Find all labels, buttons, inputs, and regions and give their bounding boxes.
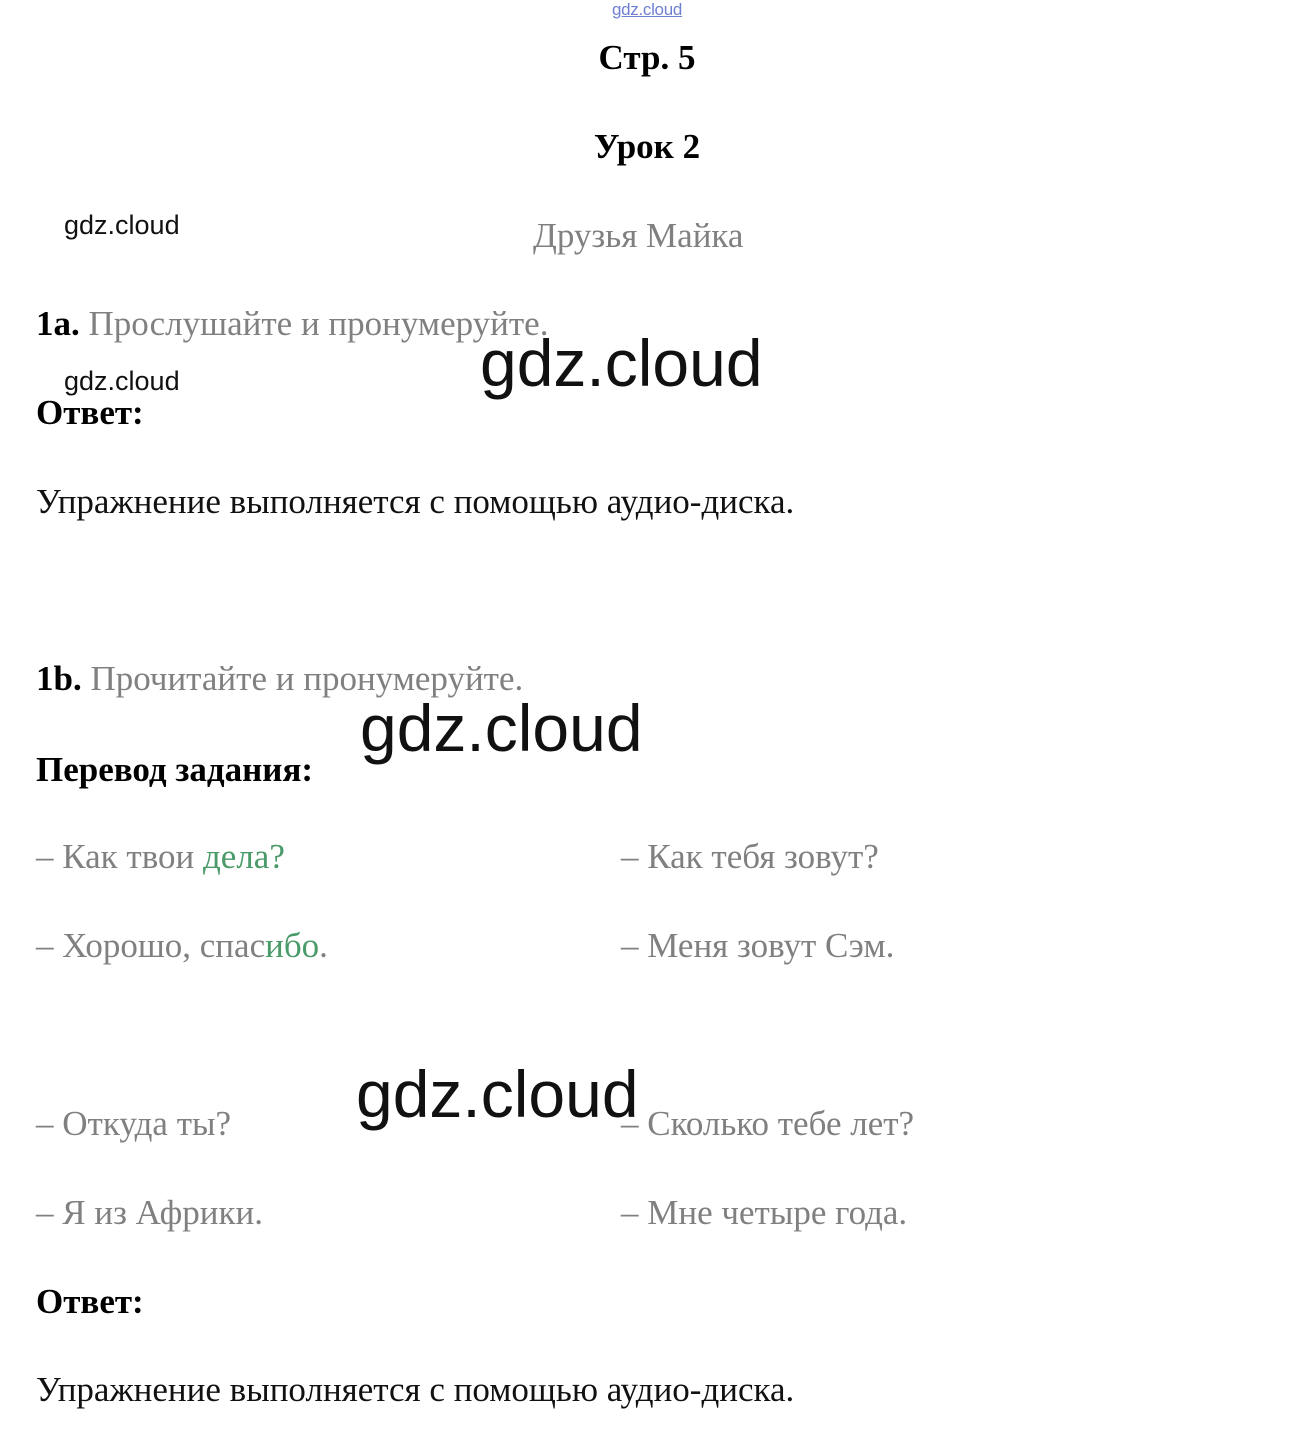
watermark-big-2: gdz.cloud	[360, 691, 643, 765]
task-1a-number: 1a.	[36, 304, 80, 343]
dialog-left-2-answer: – Я из Африки.	[36, 1193, 263, 1232]
task-1a-answer-text: Упражнение выполняется с помощью аудио-диска.	[36, 482, 795, 521]
task-1b-number: 1b.	[36, 659, 82, 698]
watermark-small-1: gdz.cloud	[64, 210, 180, 240]
dialog-left-1-question	[36, 837, 285, 877]
dialog-left-1-answer-part2: ибо	[265, 926, 320, 965]
watermark-big-3: gdz.cloud	[356, 1057, 639, 1131]
dialog-left-1-question-part2: дела?	[203, 837, 285, 876]
lesson-subtitle: Друзья Майка	[533, 216, 744, 255]
task-1b-translation-label: Перевод задания:	[36, 750, 314, 789]
task-1b-answer-text: Упражнение выполняется с помощью аудио-диска.	[36, 1370, 795, 1409]
dialog-right-2-question: – Сколько тебе лет?	[621, 1104, 915, 1143]
dialog-left-1-answer-part3: .	[319, 926, 328, 965]
dialog-left-1-question-part1: – Как твои	[36, 837, 203, 876]
task-1b-answer-label: Ответ:	[36, 1282, 144, 1321]
watermark-small-2: gdz.cloud	[64, 366, 180, 396]
dialog-left-2-question: – Откуда ты?	[36, 1104, 232, 1143]
task-1a-heading	[36, 304, 548, 344]
task-1a-instruction: Прослушайте и пронумеруйте.	[88, 304, 549, 343]
dialog-right-2-answer: – Мне четыре года.	[621, 1193, 908, 1232]
dialog-right-1-answer: – Меня зовут Сэм.	[621, 926, 895, 965]
lesson-title: Урок 2	[593, 127, 701, 166]
watermark-big-1: gdz.cloud	[480, 326, 763, 400]
watermark-top[interactable]: gdz.cloud	[611, 0, 683, 19]
page-title: Стр. 5	[598, 38, 696, 77]
dialog-left-1-answer-part1: – Хорошо, спас	[36, 926, 266, 965]
dialog-right-1-question: – Как тебя зовут?	[621, 837, 879, 876]
task-1a-answer-label: Ответ:	[36, 393, 144, 432]
task-1b-instruction: Прочитайте и пронумеруйте.	[90, 659, 524, 698]
dialog-left-1-answer	[36, 926, 328, 966]
